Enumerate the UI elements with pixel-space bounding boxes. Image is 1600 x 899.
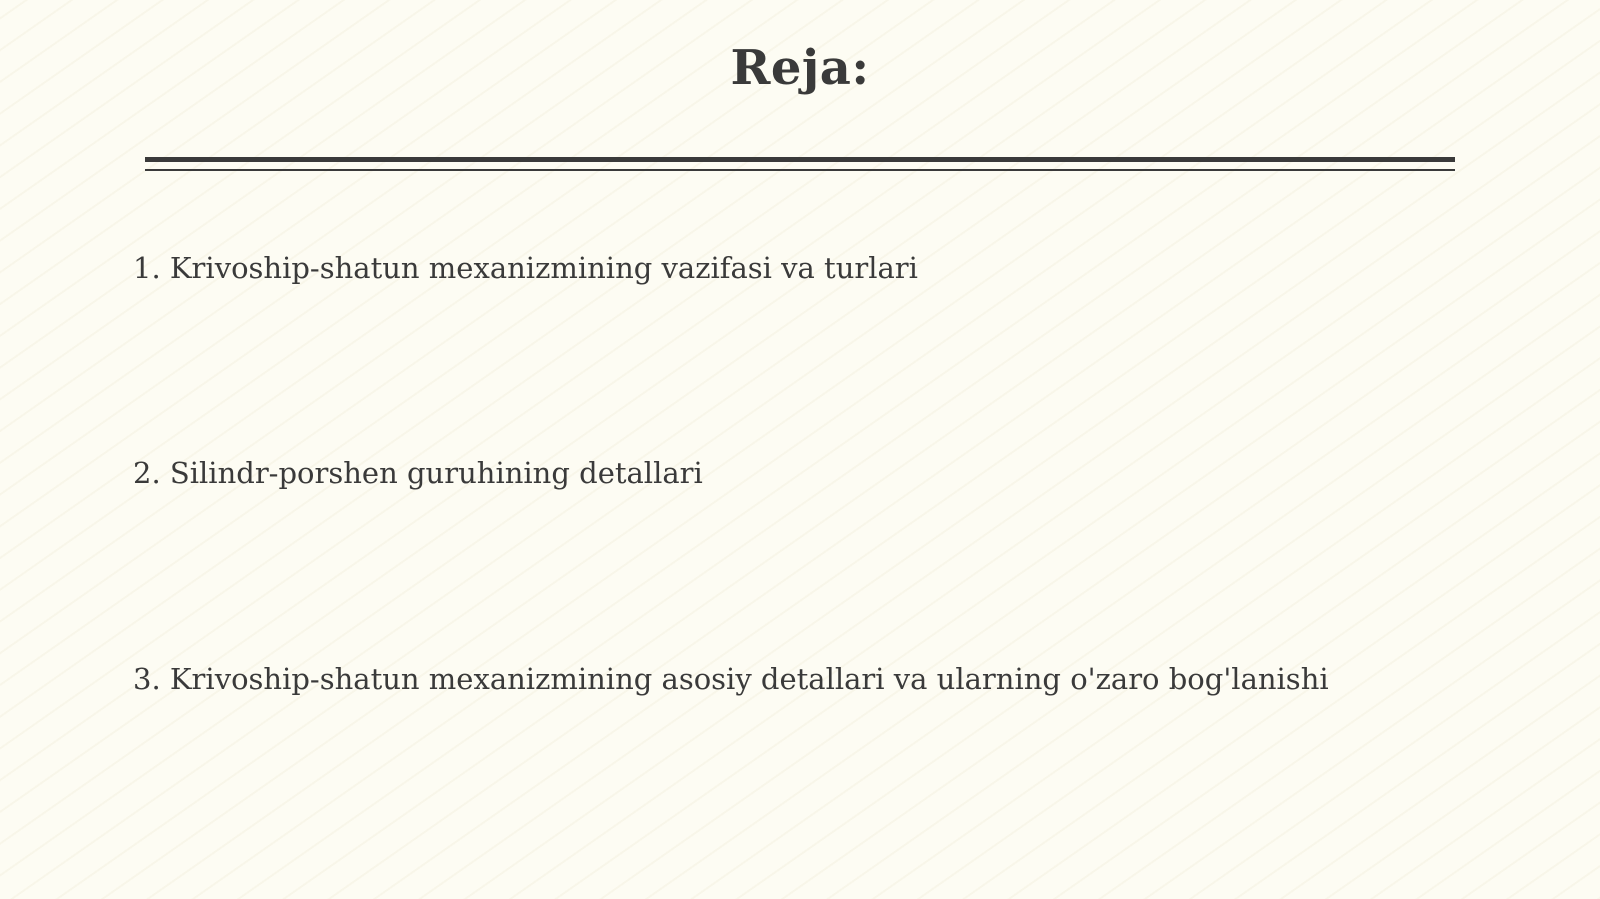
plan-item-3: 3. Krivoship-shatun mexanizmining asosiy detallari va ularning o'zaro bog'lanishi: [133, 662, 1329, 696]
title-divider-thick: [145, 157, 1455, 162]
plan-item-2: 2. Silindr-porshen guruhining detallari: [133, 456, 703, 490]
title-divider-thin: [145, 169, 1455, 171]
slide-title: Reja:: [730, 40, 870, 96]
plan-item-1: 1. Krivoship-shatun mexanizmining vazifasi va turlari: [133, 251, 918, 285]
